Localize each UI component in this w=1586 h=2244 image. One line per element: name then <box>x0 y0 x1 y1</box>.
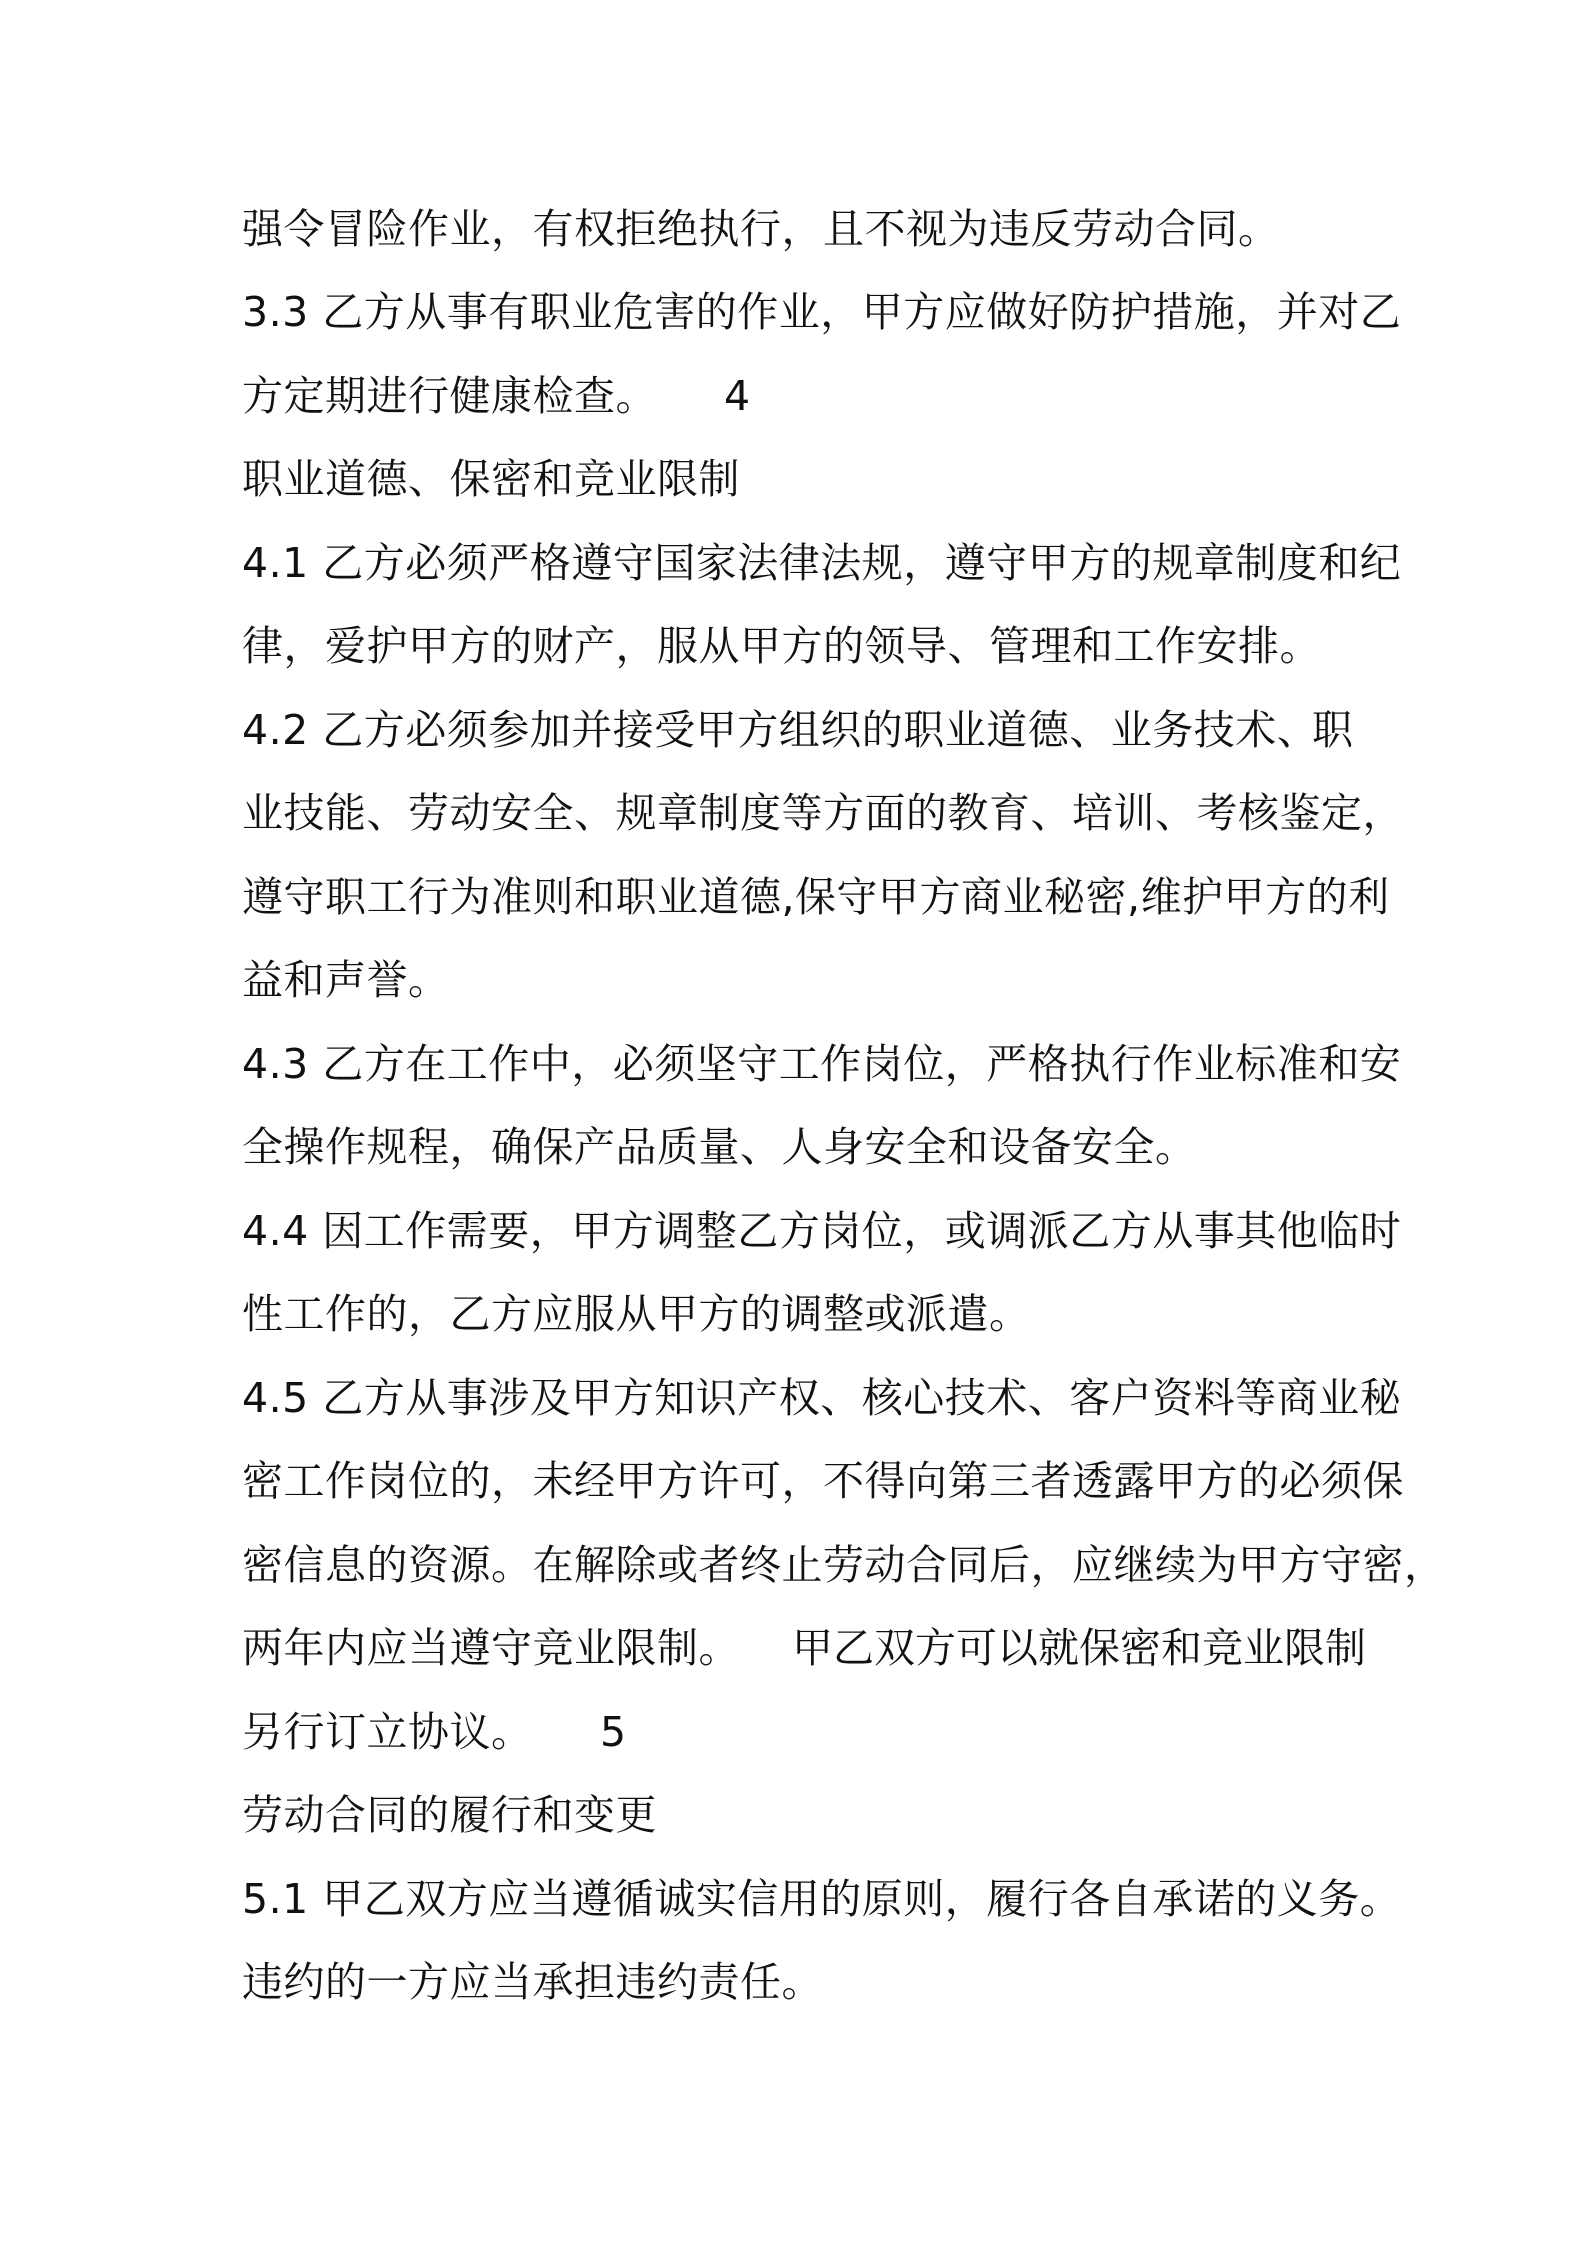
text-fragment: 甲乙双方可以就保密和竞业限制 <box>792 1624 1366 1672</box>
text-fragment: 职 <box>1312 706 1353 754</box>
text-line: 方定期进行健康检查。 <box>242 372 657 420</box>
text-line: 律，爱护甲方的财产，服从甲方的领导、管理和工作安排。 <box>242 622 1321 670</box>
text-line: 5.1 甲乙双方应当遵循诚实信用的原则，履行各自承诺的义务。 <box>242 1875 1402 1923</box>
text-line: 遵守职工行为准则和职业道德,保守甲方商业秘密,维护甲方的利 <box>242 873 1390 921</box>
text-line: 两年内应当遵守竞业限制。 <box>242 1624 740 1672</box>
text-line: 密工作岗位的，未经甲方许可，不得向第三者透露甲方的必须保 <box>242 1457 1404 1505</box>
section-heading: 职业道德、保密和竞业限制 <box>242 455 740 503</box>
text-line: 全操作规程，确保产品质量、人身安全和设备安全。 <box>242 1123 1197 1171</box>
text-line: 性工作的，乙方应服从甲方的调整或派遣。 <box>242 1290 1031 1338</box>
text-line: 4.1 乙方必须严格遵守国家法律法规，遵守甲方的规章制度和纪 <box>242 539 1402 587</box>
section-number: 5 <box>600 1708 627 1756</box>
text-line: 4.2 乙方必须参加并接受甲方组织的职业道德、业务技术、 <box>242 706 1319 754</box>
text-line: 业技能、劳动安全、规章制度等方面的教育、培训、考核鉴定， <box>242 789 1404 837</box>
text-line: 强令冒险作业，有权拒绝执行，且不视为违反劳动合同。 <box>242 205 1280 253</box>
text-line: 3.3 乙方从事有职业危害的作业，甲方应做好防护措施，并对乙 <box>242 288 1402 336</box>
text-line: 4.3 乙方在工作中，必须坚守工作岗位，严格执行作业标准和安 <box>242 1040 1402 1088</box>
section-heading: 劳动合同的履行和变更 <box>242 1791 657 1839</box>
text-line: 益和声誉。 <box>242 956 450 1004</box>
text-line: 违约的一方应当承担违约责任。 <box>242 1958 823 2006</box>
text-line: 密信息的资源。在解除或者终止劳动合同后，应继续为甲方守密， <box>242 1541 1446 1589</box>
text-line: 4.4 因工作需要，甲方调整乙方岗位，或调派乙方从事其他临时 <box>242 1207 1402 1255</box>
section-number: 4 <box>724 372 751 420</box>
text-line: 另行订立协议。 <box>242 1708 533 1756</box>
text-line: 4.5 乙方从事涉及甲方知识产权、核心技术、客户资料等商业秘 <box>242 1374 1402 1422</box>
